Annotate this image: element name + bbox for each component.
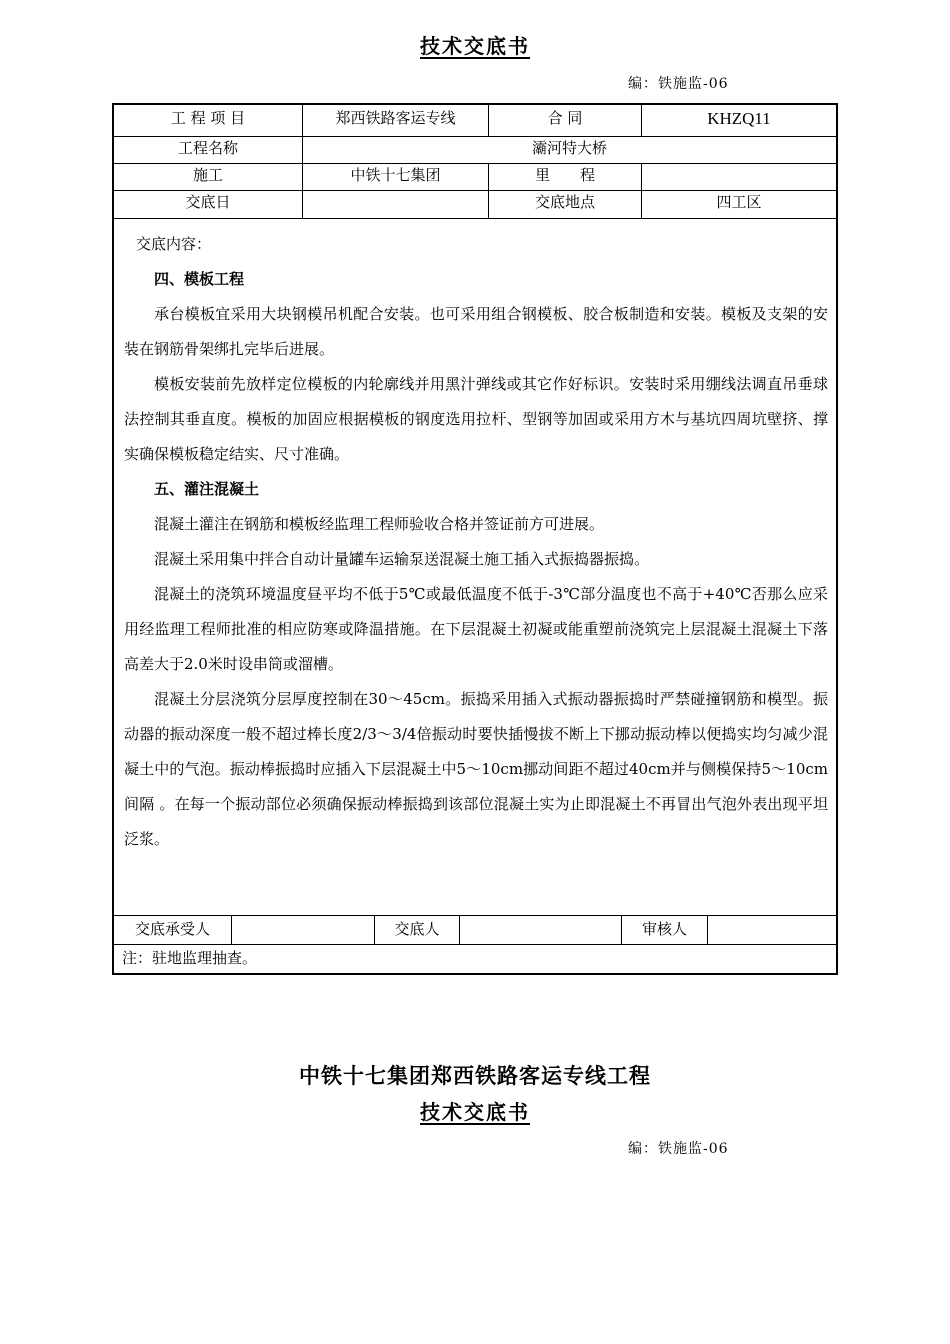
info-row-name bbox=[114, 137, 836, 164]
mileage-value bbox=[642, 164, 836, 190]
location-label: 交底地点 bbox=[489, 191, 642, 218]
next-document-code: 编：铁施监-06 bbox=[628, 1141, 729, 1157]
content-paragraph: 混凝土灌注在钢筋和模板经监理工程师验收合格并签证前方可进展。 bbox=[154, 515, 605, 533]
contract-value: KHZQ11 bbox=[707, 109, 771, 128]
document-title: 技术交底书 bbox=[420, 34, 530, 58]
construction-value: 中铁十七集团 bbox=[303, 164, 489, 190]
info-row-construction bbox=[114, 164, 836, 191]
content-paragraph: 承台模板宜采用大块钢模吊机配合安装。也可采用组合钢模板、胶合板制造和安装。模板及支架的安装在钢筋骨架绑扎完毕后进展。 bbox=[124, 305, 828, 358]
section-heading: 五、灌注混凝土 bbox=[154, 480, 260, 498]
company-title: 中铁十七集团郑西铁路客运专线工程 bbox=[299, 1063, 651, 1088]
construction-label: 施工 bbox=[114, 164, 303, 190]
contract-label: 合 同 bbox=[489, 105, 642, 136]
giver-label: 交底人 bbox=[375, 916, 460, 944]
content-paragraph: 模板安装前先放样定位模板的内轮廓线并用黑汁弹线或其它作好标识。安装时采用绷线法调直吊垂球法控制其垂直度。模板的加固应根据模板的钢度选用拉杆、型钢等加固或采用方木与基坑四周坑壁挤、撑实确保模板稳定结实、尺寸准确。 bbox=[124, 375, 828, 463]
receiver-label: 交底承受人 bbox=[114, 916, 232, 944]
note-text: 注：驻地监理抽查。 bbox=[122, 949, 258, 967]
disclosure-content bbox=[124, 227, 828, 857]
content-paragraph: 混凝土的浇筑环境温度昼平均不低于5℃或最低温度不低于-3℃部分温度也不高于+40℃否那么应采用经监理工程师批准的相应防寒或降温措施。在下层混凝土初凝或能重塑前浇筑完上层混凝土混凝土下落高差大于2.0米时设串筒或溜槽。 bbox=[124, 585, 828, 673]
project-value: 郑西铁路客运专线 bbox=[303, 105, 489, 136]
project-label: 工 程 项 目 bbox=[114, 105, 303, 136]
section-heading: 四、模板工程 bbox=[154, 270, 245, 288]
giver-signature[interactable] bbox=[460, 916, 622, 944]
info-row-project bbox=[114, 105, 836, 137]
signature-row bbox=[114, 915, 836, 945]
date-value bbox=[303, 191, 489, 218]
date-label: 交底日 bbox=[114, 191, 303, 218]
project-name-label: 工程名称 bbox=[114, 137, 303, 163]
location-value: 四工区 bbox=[716, 193, 762, 211]
mileage-label: 里 程 bbox=[489, 164, 642, 190]
disclosure-sheet bbox=[112, 103, 838, 975]
info-row-date bbox=[114, 191, 836, 219]
content-paragraph: 混凝土分层浇筑分层厚度控制在30～45cm。振捣采用插入式振动器振捣时严禁碰撞钢筋和模型。振动器的振动深度一般不超过棒长度2/3～3/4倍振动时要快插慢拔不断上下挪动振动棒以便捣实均匀减少混凝土中的气泡。振动棒振捣时应插入下层混凝土中5～10cm挪动间距不超过40cm并与侧模保持5～10cm间隔 。在每一个振动部位必须确保振动棒振捣到该部位混凝土实为止即混凝土不再冒出气泡外表出现平坦泛浆。 bbox=[124, 690, 828, 848]
next-document-title: 技术交底书 bbox=[420, 1100, 530, 1124]
reviewer-label: 审核人 bbox=[622, 916, 708, 944]
reviewer-signature[interactable] bbox=[708, 916, 836, 944]
document-code: 编：铁施监-06 bbox=[628, 76, 729, 92]
content-intro: 交底内容： bbox=[136, 235, 212, 253]
project-name-value: 灞河特大桥 bbox=[531, 139, 607, 157]
content-paragraph: 混凝土采用集中拌合自动计量罐车运输泵送混凝土施工插入式振捣器振捣。 bbox=[154, 550, 650, 568]
receiver-signature[interactable] bbox=[232, 916, 375, 944]
